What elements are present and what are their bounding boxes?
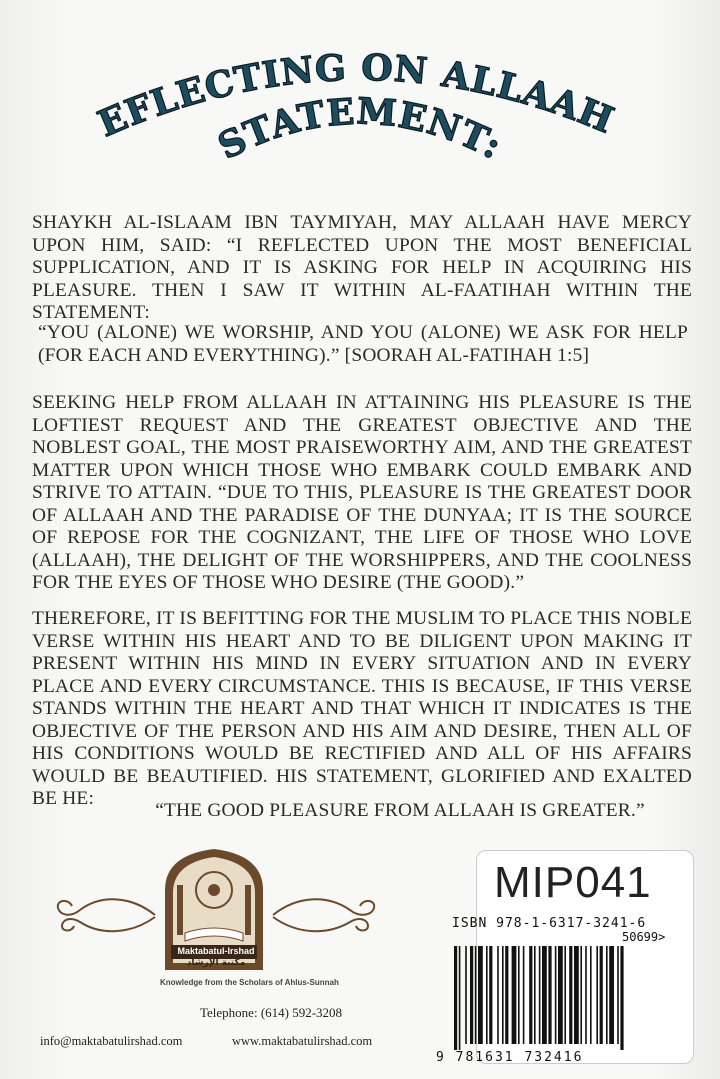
title-line-2: STATEMENT: (211, 90, 509, 168)
logo-arabic: مكتبة الإرشاد (186, 958, 246, 968)
paragraph-seeking-help: SEEKING HELP FROM ALLAAH IN ATTAINING HIS PLEASURE IS THE LOFTIEST REQUEST AND THE GREATEST OBJECTIVE AND THE NOBLEST GOAL, THE MOST PRAISEWORTHY AIM, AND THE GREATEST MATTER UPON WHICH THOSE WHO EMBARK COULD EMBARK AND STRIVE TO ATTAIN. “DUE TO THIS, PLEASURE IS THE GREATEST DOOR OF ALLAAH AND THE PARADISE OF THE DUNYAA; IT IS THE SOURCE OF REPOSE FOR THE COGNIZANT, THE LIFE OF THOSE WHO LOVE (ALLAAH), THE DELIGHT OF THE WORSHIPPERS, AND THE COOLNESS FOR THE EYES OF THOSE WHO DESIRE (THE GOOD).” (32, 392, 692, 593)
price-code: 50699> (622, 930, 666, 944)
logo-name: Maktabatul-Irshad (177, 946, 255, 956)
paragraph-therefore: THEREFORE, IT IS BEFITTING FOR THE MUSLIM TO PLACE THIS NOBLE VERSE WITHIN HIS HEART AND TO BE DILIGENT UPON MAKING IT PRESENT WITHIN HIS MIND IN EVERY SITUATION AND IN EVERY PLACE AND EVERY CIRCUMSTANCE. THIS IS BECAUSE, IF THIS VERSE STANDS WITHIN THE HEART AND THAT WHICH IT INDICATES IS THE OBJECTIVE OF THE PERSON AND HIS AIM AND DESIRE, THEN ALL OF HIS CONDITIONS WOULD BE RECTIFIED AND ALL OF HIS AFFAIRS WOULD BE BEAUTIFIED. HIS STATEMENT, GLORIFIED AND EXALTED BE HE: (32, 608, 692, 809)
quote-faatihah: “YOU (ALONE) WE WORSHIP, AND YOU (ALONE) WE ASK FOR HELP (FOR EACH AND EVERYTHING).” [SOORAH AL-FATIHAH 1:5] (38, 322, 688, 366)
publisher-email: info@maktabatulirshad.com (40, 1034, 183, 1048)
flourish-right-icon (268, 890, 398, 940)
ean-number: 9 781631 732416 (436, 1050, 584, 1065)
product-code: MIP041 (494, 858, 652, 907)
isbn-label: ISBN 978-1-6317-3241-6 (452, 916, 647, 931)
barcode-bars (452, 944, 702, 1054)
publisher-website: www.maktabatulirshad.com (232, 1034, 373, 1048)
title-line-1: EFLECTING ON ALLAAH (92, 46, 621, 146)
publisher-tagline: Knowledge from the Scholars of Ahlus-Sunnah (160, 978, 339, 987)
quote-good-pleasure: “THE GOOD PLEASURE FROM ALLAAH IS GREATER.” (155, 800, 645, 821)
flourish-left-icon (50, 890, 160, 940)
page-title (80, 40, 640, 170)
paragraph-intro: SHAYKH AL-ISLAAM IBN TAYMIYAH, MAY ALLAAH HAVE MERCY UPON HIM, SAID: “I REFLECTED UPON THE MOST BENEFICIAL SUPPLICATION, AND IT IS ASKING FOR HELP IN ACQUIRING HIS PLEASURE. THEN I SAW IT WITHIN AL-FAATIHAH WITHIN THE STATEMENT: (32, 212, 692, 323)
publisher-phone: Telephone: (614) 592-3208 (200, 1005, 343, 1020)
